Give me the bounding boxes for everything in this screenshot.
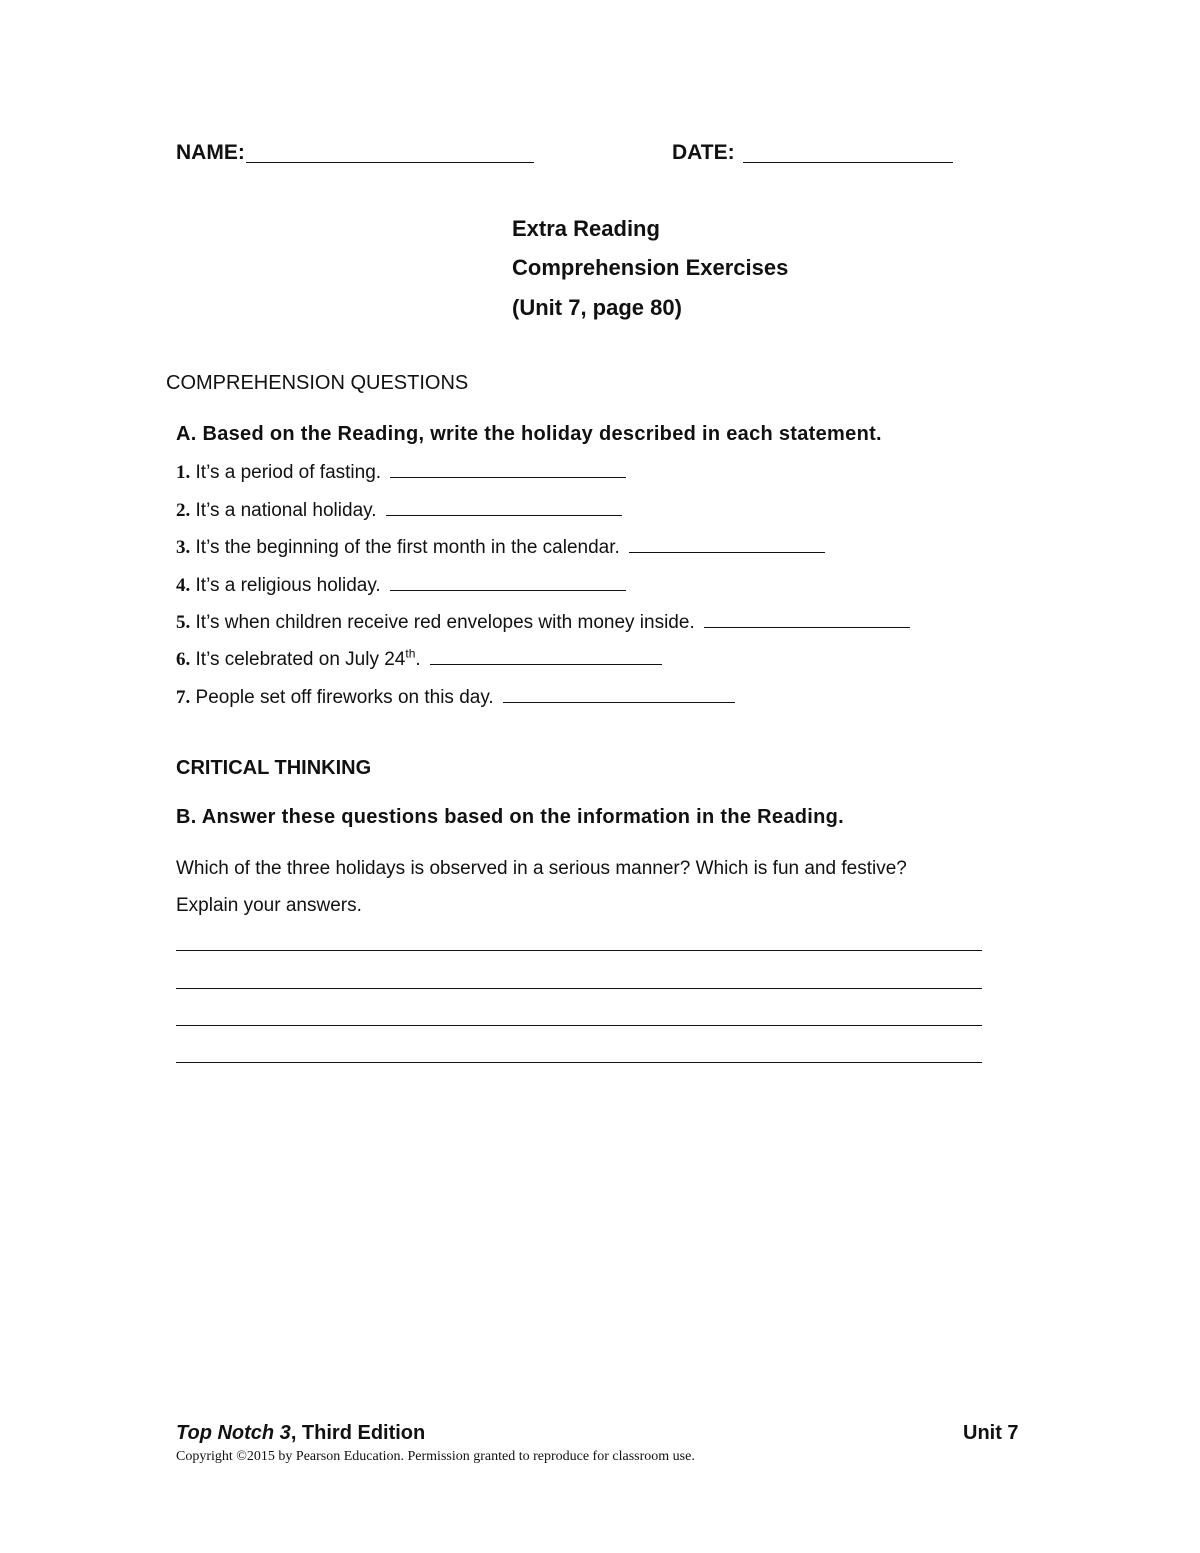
question-1 [176, 459, 626, 484]
question-text: It’s a period of fasting. [190, 462, 382, 483]
ordinal-suffix: th [405, 646, 416, 661]
answer-line-3[interactable] [176, 1025, 982, 1026]
question-number: 7. [176, 687, 191, 708]
answer-line-4[interactable] [176, 1062, 982, 1063]
instruction-a: A. Based on the Reading, write the holiday described in each statement. [176, 423, 882, 445]
critical-thinking-heading: CRITICAL THINKING [176, 757, 372, 779]
question-text: It’s celebrated on July 24 [190, 649, 406, 670]
date-field[interactable] [743, 162, 953, 163]
critical-prompt-line-1: Which of the three holidays is observed in a serious manner? Which is fun and festive? [176, 858, 907, 879]
answer-field-2[interactable] [386, 497, 622, 516]
question-number: 5. [176, 612, 191, 633]
answer-field-5[interactable] [704, 609, 910, 628]
question-text: It’s a religious holiday. [190, 575, 381, 596]
question-text-end: . [415, 649, 421, 670]
footer-unit: Unit 7 [963, 1422, 1019, 1444]
book-title: Top Notch 3 [176, 1422, 291, 1444]
question-text: People set off fireworks on this day. [190, 687, 494, 708]
question-text: It’s when children receive red envelopes with money inside. [190, 612, 695, 633]
question-3 [176, 534, 825, 559]
comprehension-heading: COMPREHENSION QUESTIONS [166, 372, 469, 394]
question-4 [176, 572, 626, 597]
question-number: 2. [176, 500, 191, 521]
question-number: 3. [176, 537, 191, 558]
question-number: 4. [176, 575, 191, 596]
title-comprehension-exercises: Comprehension Exercises [512, 255, 789, 280]
date-label: DATE: [672, 141, 735, 164]
question-2 [176, 497, 622, 522]
critical-prompt-line-2: Explain your answers. [176, 895, 362, 916]
answer-field-3[interactable] [629, 534, 825, 553]
book-edition: , Third Edition [290, 1422, 426, 1444]
question-5 [176, 609, 910, 634]
footer-book [176, 1422, 425, 1445]
question-number: 1. [176, 462, 191, 483]
answer-line-1[interactable] [176, 950, 982, 951]
question-6 [176, 646, 662, 671]
question-text: It’s a national holiday. [190, 500, 377, 521]
answer-field-1[interactable] [390, 459, 626, 478]
copyright-notice: Copyright ©2015 by Pearson Education. Permission granted to reproduce for classroom use. [176, 1449, 695, 1464]
answer-field-4[interactable] [390, 572, 626, 591]
question-text: It’s the beginning of the first month in the calendar. [190, 537, 620, 558]
answer-field-7[interactable] [503, 684, 735, 703]
answer-line-2[interactable] [176, 988, 982, 989]
answer-field-6[interactable] [430, 646, 662, 665]
name-label: NAME: [176, 141, 245, 164]
name-field[interactable] [246, 162, 534, 163]
instruction-b: B. Answer these questions based on the information in the Reading. [176, 806, 845, 828]
question-number: 6. [176, 649, 191, 670]
title-unit-page: (Unit 7, page 80) [512, 295, 682, 320]
question-7 [176, 684, 735, 709]
title-extra-reading: Extra Reading [512, 216, 660, 241]
